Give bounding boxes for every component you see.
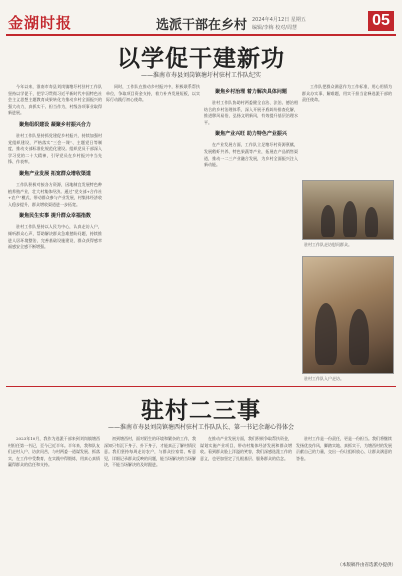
article2-column-4 bbox=[296, 436, 392, 562]
photo-home-visit bbox=[302, 256, 394, 374]
section-divider bbox=[6, 386, 396, 387]
page-number: 05 bbox=[368, 11, 394, 31]
article1-column-1 bbox=[8, 84, 102, 384]
photo-caption: 驻村工作队走访慰问群众。 bbox=[304, 242, 352, 247]
article2-paragraph: 驻村工作是一份责任，更是一份担当。我们将继续发扬优良作风，脚踏实地、真抓实干，为塘西村的发展贡献自己的力量，交出一份让组织放心、让群众满意的答卷。 bbox=[296, 436, 392, 461]
article2-headline: 驻村二三事 bbox=[141, 398, 261, 424]
article1-headline: 以学促干建新功 bbox=[117, 46, 285, 72]
photo-person bbox=[349, 309, 369, 365]
section-title: 选派干部在乡村 bbox=[156, 18, 248, 33]
photo-person bbox=[321, 205, 335, 237]
masthead bbox=[6, 10, 396, 36]
issue-date: 2024年4月12日 星期五 bbox=[252, 17, 306, 23]
article2-column-2 bbox=[104, 436, 196, 568]
article1-section-heading: 聚焦民生实事 提升群众幸福指数 bbox=[19, 213, 91, 220]
article1-section-heading: 聚焦乡村治理 着力解决具体问题 bbox=[215, 89, 287, 95]
article2-subhead: ——淮南市寿县刘岗镇塘西村驻村工作队队长、第一书记余谢心得体会 bbox=[107, 424, 294, 431]
article1-column-3 bbox=[204, 84, 298, 384]
article1-subhead: ——淮南市寿县刘岗镇塘圩村驻村工作队纪实 bbox=[140, 72, 261, 79]
article1-paragraph: 工作队积极对接各方资源，因地制宜发展特色种植养殖产业，壮大村集体经济。通过“党支部+合作社+农户”模式，带动群众参与产业发展，村集体经济收入稳步提升，群众增收渠道进一步拓宽。 bbox=[8, 181, 102, 207]
editor-credits: 编辑/李梅 校对/周慧 bbox=[252, 25, 297, 31]
article1-paragraph: 今年以来，淮南市寿县刘岗镇塘圩村驻村工作队坚持以学促干，把学习贯彻习近平新时代中国特色社会主义思想主题教育成果转化为推动乡村全面振兴的强大动力，真抓实干、担当作为，村级各项事业取得新进展。 bbox=[8, 84, 102, 116]
article1-section-heading: 聚焦组织建设 凝聚乡村振兴合力 bbox=[19, 121, 91, 128]
photo-village-visit bbox=[302, 180, 394, 240]
article1-paragraph: 驻村工作队坚持抓党建促乡村振兴，持续加强村党组织建设，严格落实“三会一课”、主题党日等制度，推动支部标准化规范化建设。组织党员干部深入学习党的二十大精神，引导党员在乡村振兴中当先锋、作表率。 bbox=[8, 132, 102, 165]
newspaper-logo: 金湖时报 bbox=[8, 14, 73, 32]
photo-person bbox=[343, 201, 357, 237]
article1-column-4 bbox=[302, 84, 392, 176]
article2-paragraph: 2023年10月，我作为选派干部来到刘岗镇塘西村担任第一书记，至今已近半年。半年来，我和队友们走村入户、访贫问苦，与村两委一道谋发展、抓落实，在工作中受教育，在实践中得锻炼，用真心真情赢得群众的信任和支持。 bbox=[8, 436, 100, 468]
article1-paragraph: 驻村工作队坚持以人民为中心，认真走访入户，倾听群众心声，帮助解决群众急难愁盼问题，持续推进人居环境整治，完善基础设施建设，群众获得感幸福感安全感不断增强。 bbox=[8, 224, 102, 250]
photo-person bbox=[365, 207, 378, 237]
article2-footnote: （本版稿件由省选派办提供） bbox=[337, 563, 396, 568]
article2-column-3 bbox=[200, 436, 292, 568]
article1-section-heading: 聚焦产业兴旺 助力特色产业振兴 bbox=[215, 131, 287, 138]
article2-paragraph: 初到塘西村，面对陌生的环境和繁杂的工作，我深知只有沉下身子、扑下身子，才能真正了解村情民意。我们坚持每周走访农户，与群众拉家常、听意见，详细记录群众反映的问题，能当场解决的当场解决，不能当场解决的及时跟进。 bbox=[104, 436, 196, 468]
photo-person bbox=[315, 303, 337, 365]
article1-paragraph: 驻村工作队协助村两委健全自治、法治、德治相结合的乡村治理体系，深入开展矛盾纠纷排查化解，推进移风易俗，弘扬文明新风，有效提升基层治理水平。 bbox=[204, 100, 298, 125]
article1-section-heading: 聚焦产业发展 拓宽群众增收渠道 bbox=[19, 170, 91, 177]
article2-paragraph: 在推动产业发展方面，我们积极争取帮扶资金，谋划实施产业项目，带动村集体经济发展和群众增收。看到群众脸上洋溢的笑容，我们深感选派工作的意义，也更加坚定了扎根基层、服务群众的信念。 bbox=[200, 436, 292, 461]
article1-paragraph: 在产业发展方面，工作队立足塘圩村资源禀赋，发展稻虾共养、特色果蔬等产业，拓展农产品销售渠道，推动一二三产业融合发展，为乡村全面振兴注入新动能。 bbox=[204, 142, 298, 168]
article1-paragraph: 工作队把群众满意作为工作标准，用心用情为群众办实事、解难题，用实干担当诠释选派干部的责任使命。 bbox=[302, 84, 392, 103]
photo-caption: 驻村工作队入户走访。 bbox=[304, 376, 344, 381]
article2-column-1 bbox=[8, 436, 100, 568]
article1-column-2 bbox=[106, 84, 200, 384]
article1-paragraph: 同时，工作队在推动乡村振兴中，积极联系帮扶单位，争取项目资金支持，着力补齐发展短板，以实际行动践行初心使命。 bbox=[106, 84, 200, 103]
